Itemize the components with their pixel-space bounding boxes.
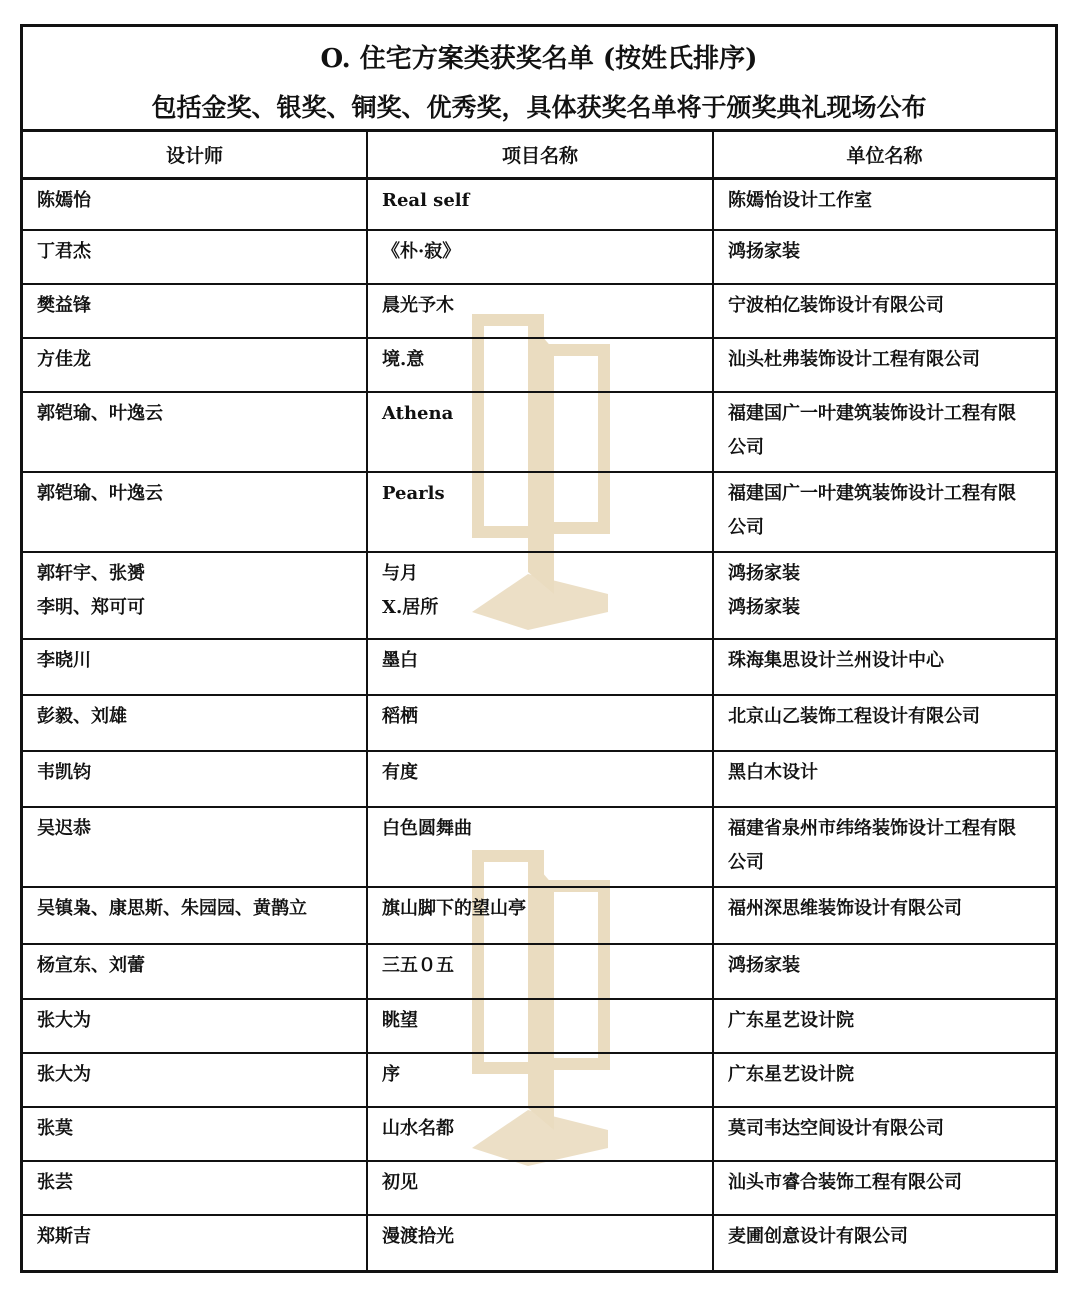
table-row bbox=[23, 1053, 1055, 1107]
company-cell bbox=[713, 1161, 1055, 1215]
project-cell-text: 漫渡拾光 bbox=[382, 1226, 454, 1247]
designer-cell-text: 张芸 bbox=[37, 1172, 73, 1193]
company-cell bbox=[713, 751, 1055, 807]
company-cell-text: 汕头市睿合装饰工程有限公司 bbox=[728, 1172, 962, 1193]
project-cell bbox=[367, 338, 713, 392]
company-cell bbox=[713, 1053, 1055, 1107]
project-cell bbox=[367, 999, 713, 1053]
company-cell-text: 麦圃创意设计有限公司 bbox=[728, 1226, 908, 1247]
designer-cell bbox=[23, 751, 367, 807]
designer-cell bbox=[23, 392, 367, 472]
table-row bbox=[23, 552, 1055, 639]
table-row bbox=[23, 999, 1055, 1053]
designer-cell-text: 杨宣东、刘蕾 bbox=[37, 955, 145, 976]
designer-cell bbox=[23, 944, 367, 999]
designer-cell bbox=[23, 639, 367, 695]
company-cell bbox=[713, 807, 1055, 887]
company-cell-text: 公司 bbox=[728, 437, 764, 458]
company-cell-text: 鸿扬家装 bbox=[728, 241, 800, 262]
award-list-sheet bbox=[20, 24, 1058, 1273]
project-cell bbox=[367, 944, 713, 999]
project-cell-text: Athena bbox=[382, 403, 454, 424]
table-row bbox=[23, 1107, 1055, 1161]
table-row bbox=[23, 472, 1055, 552]
company-cell-text: 鸿扬家装 bbox=[728, 563, 800, 584]
company-cell-text: 广东星艺设计院 bbox=[728, 1010, 854, 1031]
company-cell bbox=[713, 999, 1055, 1053]
designer-cell bbox=[23, 807, 367, 887]
designer-cell-text: 彭毅、刘雄 bbox=[37, 706, 127, 727]
table-body bbox=[23, 178, 1055, 1270]
project-cell-text: 晨光予木 bbox=[382, 295, 454, 316]
project-cell bbox=[367, 887, 713, 944]
company-cell bbox=[713, 887, 1055, 944]
designer-cell-text: 张莫 bbox=[37, 1118, 73, 1139]
designer-cell-text: 陈嫣怡 bbox=[37, 189, 91, 211]
table-row bbox=[23, 1215, 1055, 1270]
company-cell bbox=[713, 472, 1055, 552]
company-cell-text: 珠海集思设计兰州设计中心 bbox=[728, 650, 944, 671]
project-cell bbox=[367, 552, 713, 639]
header-company: 单位名称 bbox=[713, 132, 1055, 178]
designer-cell-text: 张大为 bbox=[37, 1010, 91, 1031]
project-cell-text: 有度 bbox=[382, 762, 418, 783]
project-cell-text: 与月 bbox=[382, 563, 418, 584]
project-cell bbox=[367, 695, 713, 751]
company-cell-text: 福州深思维装饰设计有限公司 bbox=[728, 898, 962, 919]
table-row bbox=[23, 887, 1055, 944]
designer-cell-text: 韦凯钧 bbox=[37, 762, 91, 783]
table-row bbox=[23, 807, 1055, 887]
project-cell bbox=[367, 1161, 713, 1215]
company-cell-text: 福建省泉州市纬络装饰设计工程有限 bbox=[728, 818, 1016, 839]
company-cell-text: 广东星艺设计院 bbox=[728, 1064, 854, 1085]
company-cell-text: 公司 bbox=[728, 517, 764, 538]
table-row bbox=[23, 944, 1055, 999]
table-row bbox=[23, 392, 1055, 472]
designer-cell bbox=[23, 178, 367, 230]
designer-cell-text: 郭铠瑜、叶逸云 bbox=[37, 403, 163, 424]
table-row bbox=[23, 751, 1055, 807]
company-cell bbox=[713, 178, 1055, 230]
project-cell bbox=[367, 230, 713, 284]
table-row bbox=[23, 230, 1055, 284]
header-project: 项目名称 bbox=[367, 132, 713, 178]
company-cell-text: 宁波柏亿装饰设计有限公司 bbox=[728, 295, 944, 316]
company-cell bbox=[713, 230, 1055, 284]
designer-cell-text: 李明、郑可可 bbox=[37, 597, 145, 618]
project-cell-text: 旗山脚下的望山亭 bbox=[382, 898, 526, 919]
designer-cell-text: 郭铠瑜、叶逸云 bbox=[37, 483, 163, 504]
project-cell bbox=[367, 1053, 713, 1107]
project-cell-text: 山水名都 bbox=[382, 1118, 454, 1139]
company-cell-text: 北京山乙装饰工程设计有限公司 bbox=[728, 706, 980, 727]
project-cell bbox=[367, 1215, 713, 1270]
header-designer: 设计师 bbox=[23, 132, 367, 178]
company-cell-text: 福建国广一叶建筑装饰设计工程有限 bbox=[728, 403, 1016, 424]
designer-cell bbox=[23, 338, 367, 392]
designer-cell-text: 吴迟恭 bbox=[37, 818, 91, 839]
company-cell bbox=[713, 1215, 1055, 1270]
designer-cell bbox=[23, 472, 367, 552]
designer-cell bbox=[23, 1215, 367, 1270]
company-cell-text: 鸿扬家装 bbox=[728, 597, 800, 618]
company-cell-text: 汕头杜弗装饰设计工程有限公司 bbox=[728, 349, 980, 370]
table-row bbox=[23, 178, 1055, 230]
table-row bbox=[23, 1161, 1055, 1215]
project-cell-text: 三五０五 bbox=[382, 955, 454, 976]
company-cell bbox=[713, 552, 1055, 639]
company-cell-text: 鸿扬家装 bbox=[728, 955, 800, 976]
designer-cell bbox=[23, 695, 367, 751]
project-cell-text: X.居所 bbox=[382, 597, 439, 618]
designer-cell bbox=[23, 887, 367, 944]
designer-cell bbox=[23, 284, 367, 338]
project-cell-text: 稻栖 bbox=[382, 706, 418, 727]
designer-cell bbox=[23, 999, 367, 1053]
table-row bbox=[23, 284, 1055, 338]
designer-cell-text: 郑斯吉 bbox=[37, 1226, 91, 1247]
project-cell-text: 序 bbox=[382, 1064, 400, 1085]
project-cell bbox=[367, 472, 713, 552]
designer-cell bbox=[23, 230, 367, 284]
project-cell-text: Real self bbox=[382, 189, 470, 211]
designer-cell-text: 郭轩宇、张赟 bbox=[37, 563, 145, 584]
project-cell bbox=[367, 1107, 713, 1161]
company-cell-text: 公司 bbox=[728, 852, 764, 873]
designer-cell-text: 吴镇枭、康思斯、朱园园、黄鹊立 bbox=[37, 898, 307, 919]
designer-cell-text: 张大为 bbox=[37, 1064, 91, 1085]
designer-cell bbox=[23, 552, 367, 639]
designer-cell-text: 丁君杰 bbox=[37, 241, 91, 262]
table-row bbox=[23, 639, 1055, 695]
project-cell-text: 《朴·寂》 bbox=[382, 241, 461, 262]
company-cell-text: 莫司韦达空间设计有限公司 bbox=[728, 1118, 944, 1139]
project-cell-text: 眺望 bbox=[382, 1010, 418, 1031]
company-cell bbox=[713, 392, 1055, 472]
project-cell bbox=[367, 284, 713, 338]
project-cell-text: Pearls bbox=[382, 483, 445, 504]
project-cell-text: 墨白 bbox=[382, 650, 418, 671]
project-cell bbox=[367, 751, 713, 807]
project-cell bbox=[367, 639, 713, 695]
designer-cell-text: 李晓川 bbox=[37, 650, 91, 671]
title-block bbox=[23, 27, 1055, 132]
designer-cell bbox=[23, 1107, 367, 1161]
award-table bbox=[23, 132, 1055, 1270]
company-cell bbox=[713, 639, 1055, 695]
designer-cell-text: 樊益锋 bbox=[37, 295, 91, 316]
project-cell-text: 境.意 bbox=[382, 349, 425, 370]
page-subtitle: 包括金奖、银奖、铜奖、优秀奖，具体获奖名单将于颁奖典礼现场公布 bbox=[151, 93, 927, 122]
project-cell bbox=[367, 392, 713, 472]
table-row bbox=[23, 695, 1055, 751]
designer-cell bbox=[23, 1053, 367, 1107]
project-cell bbox=[367, 178, 713, 230]
company-cell bbox=[713, 338, 1055, 392]
company-cell-text: 黑白木设计 bbox=[728, 762, 818, 783]
company-cell bbox=[713, 695, 1055, 751]
project-cell-text: 白色圆舞曲 bbox=[382, 818, 472, 839]
table-row bbox=[23, 338, 1055, 392]
company-cell bbox=[713, 284, 1055, 338]
company-cell-text: 陈嫣怡设计工作室 bbox=[728, 189, 872, 211]
designer-cell bbox=[23, 1161, 367, 1215]
company-cell-text: 福建国广一叶建筑装饰设计工程有限 bbox=[728, 483, 1016, 504]
project-cell-text: 初见 bbox=[382, 1172, 418, 1193]
company-cell bbox=[713, 944, 1055, 999]
page-title: O. 住宅方案类获奖名单 (按姓氏排序) bbox=[320, 44, 758, 74]
project-cell bbox=[367, 807, 713, 887]
company-cell bbox=[713, 1107, 1055, 1161]
designer-cell-text: 方佳龙 bbox=[37, 349, 91, 370]
table-header-row bbox=[23, 132, 1055, 178]
